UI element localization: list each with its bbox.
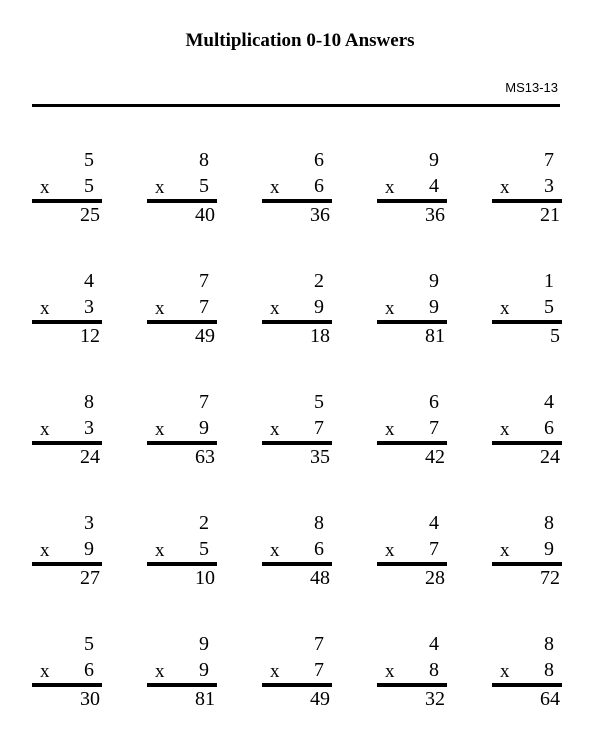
times-sign: x xyxy=(500,177,510,198)
product-answer: 24 xyxy=(540,446,560,468)
multiplier: 7 xyxy=(199,296,209,318)
multiplication-problem xyxy=(492,149,562,239)
multiplication-problem xyxy=(377,149,447,239)
product-answer: 72 xyxy=(540,567,560,589)
product-answer: 25 xyxy=(80,204,100,226)
multiplicand: 6 xyxy=(314,149,324,171)
multiplication-problem xyxy=(147,633,217,723)
multiplicand: 6 xyxy=(429,391,439,413)
times-sign: x xyxy=(385,661,395,682)
multiplicand: 9 xyxy=(429,270,439,292)
times-sign: x xyxy=(385,298,395,319)
multiplier: 9 xyxy=(544,538,554,560)
times-sign: x xyxy=(270,177,280,198)
times-sign: x xyxy=(40,661,50,682)
multiplicand: 9 xyxy=(429,149,439,171)
worksheet-code: MS13-13 xyxy=(505,80,558,95)
answer-rule xyxy=(377,441,447,445)
multiplicand: 8 xyxy=(314,512,324,534)
multiplier: 5 xyxy=(84,175,94,197)
answer-rule xyxy=(492,441,562,445)
times-sign: x xyxy=(40,298,50,319)
product-answer: 18 xyxy=(310,325,330,347)
times-sign: x xyxy=(155,540,165,561)
product-answer: 42 xyxy=(425,446,445,468)
multiplication-problem xyxy=(492,391,562,481)
times-sign: x xyxy=(270,661,280,682)
multiplier: 5 xyxy=(199,538,209,560)
answer-rule xyxy=(147,562,217,566)
product-answer: 10 xyxy=(195,567,215,589)
answer-rule xyxy=(377,320,447,324)
multiplicand: 8 xyxy=(199,149,209,171)
product-answer: 81 xyxy=(425,325,445,347)
answer-rule xyxy=(262,562,332,566)
times-sign: x xyxy=(385,177,395,198)
times-sign: x xyxy=(270,298,280,319)
product-answer: 35 xyxy=(310,446,330,468)
multiplicand: 9 xyxy=(199,633,209,655)
multiplicand: 5 xyxy=(314,391,324,413)
product-answer: 28 xyxy=(425,567,445,589)
times-sign: x xyxy=(500,298,510,319)
multiplicand: 4 xyxy=(84,270,94,292)
multiplication-problem xyxy=(262,391,332,481)
times-sign: x xyxy=(385,540,395,561)
answer-rule xyxy=(262,683,332,687)
product-answer: 48 xyxy=(310,567,330,589)
multiplication-problem xyxy=(147,149,217,239)
answer-rule xyxy=(262,441,332,445)
multiplication-problem xyxy=(32,149,102,239)
multiplication-problem xyxy=(492,512,562,602)
answer-rule xyxy=(147,683,217,687)
answer-rule xyxy=(377,199,447,203)
times-sign: x xyxy=(155,661,165,682)
multiplication-problem xyxy=(32,391,102,481)
answer-rule xyxy=(377,562,447,566)
multiplication-problem xyxy=(262,512,332,602)
multiplier: 8 xyxy=(544,659,554,681)
multiplier: 3 xyxy=(544,175,554,197)
product-answer: 49 xyxy=(195,325,215,347)
multiplier: 6 xyxy=(544,417,554,439)
multiplication-problem xyxy=(377,512,447,602)
product-answer: 36 xyxy=(310,204,330,226)
times-sign: x xyxy=(40,177,50,198)
times-sign: x xyxy=(155,298,165,319)
multiplier: 9 xyxy=(429,296,439,318)
multiplicand: 1 xyxy=(544,270,554,292)
answer-rule xyxy=(492,320,562,324)
multiplication-problem xyxy=(32,633,102,723)
multiplication-problem xyxy=(147,391,217,481)
multiplier: 7 xyxy=(429,417,439,439)
multiplier: 3 xyxy=(84,296,94,318)
multiplier: 6 xyxy=(314,538,324,560)
multiplicand: 2 xyxy=(314,270,324,292)
answer-rule xyxy=(32,683,102,687)
multiplication-problem xyxy=(262,270,332,360)
multiplier: 9 xyxy=(314,296,324,318)
multiplicand: 7 xyxy=(199,391,209,413)
multiplication-problem xyxy=(147,512,217,602)
answer-rule xyxy=(492,562,562,566)
multiplicand: 8 xyxy=(544,633,554,655)
product-answer: 30 xyxy=(80,688,100,710)
multiplicand: 4 xyxy=(429,633,439,655)
multiplication-problem xyxy=(377,391,447,481)
product-answer: 21 xyxy=(540,204,560,226)
multiplier: 6 xyxy=(314,175,324,197)
multiplication-problem xyxy=(147,270,217,360)
answer-rule xyxy=(32,562,102,566)
multiplicand: 5 xyxy=(84,149,94,171)
multiplier: 7 xyxy=(314,659,324,681)
times-sign: x xyxy=(500,419,510,440)
times-sign: x xyxy=(40,540,50,561)
multiplicand: 7 xyxy=(199,270,209,292)
multiplicand: 8 xyxy=(84,391,94,413)
answer-rule xyxy=(262,320,332,324)
answer-rule xyxy=(492,683,562,687)
multiplicand: 3 xyxy=(84,512,94,534)
answer-rule xyxy=(492,199,562,203)
product-answer: 27 xyxy=(80,567,100,589)
answer-rule xyxy=(147,320,217,324)
product-answer: 36 xyxy=(425,204,445,226)
multiplication-problem xyxy=(492,633,562,723)
page-title: Multiplication 0-10 Answers xyxy=(185,30,415,51)
multiplicand: 4 xyxy=(429,512,439,534)
multiplicand: 2 xyxy=(199,512,209,534)
multiplicand: 7 xyxy=(544,149,554,171)
times-sign: x xyxy=(155,177,165,198)
multiplicand: 7 xyxy=(314,633,324,655)
product-answer: 32 xyxy=(425,688,445,710)
answer-rule xyxy=(32,320,102,324)
product-answer: 64 xyxy=(540,688,560,710)
multiplier: 9 xyxy=(84,538,94,560)
product-answer: 24 xyxy=(80,446,100,468)
multiplier: 4 xyxy=(429,175,439,197)
product-answer: 40 xyxy=(195,204,215,226)
product-answer: 63 xyxy=(195,446,215,468)
times-sign: x xyxy=(155,419,165,440)
multiplicand: 8 xyxy=(544,512,554,534)
multiplication-problem xyxy=(492,270,562,360)
times-sign: x xyxy=(500,661,510,682)
multiplication-problem xyxy=(32,512,102,602)
answer-rule xyxy=(147,199,217,203)
multiplier: 7 xyxy=(314,417,324,439)
product-answer: 81 xyxy=(195,688,215,710)
times-sign: x xyxy=(500,540,510,561)
multiplication-problem xyxy=(262,149,332,239)
multiplier: 9 xyxy=(199,659,209,681)
multiplier: 9 xyxy=(199,417,209,439)
multiplicand: 4 xyxy=(544,391,554,413)
answer-rule xyxy=(377,683,447,687)
multiplier: 6 xyxy=(84,659,94,681)
multiplier: 5 xyxy=(199,175,209,197)
multiplier: 8 xyxy=(429,659,439,681)
multiplier: 3 xyxy=(84,417,94,439)
product-answer: 49 xyxy=(310,688,330,710)
multiplication-problem xyxy=(377,270,447,360)
multiplication-problem xyxy=(32,270,102,360)
times-sign: x xyxy=(270,419,280,440)
multiplication-problem xyxy=(377,633,447,723)
answer-rule xyxy=(32,199,102,203)
multiplicand: 5 xyxy=(84,633,94,655)
answer-rule xyxy=(262,199,332,203)
times-sign: x xyxy=(40,419,50,440)
multiplier: 5 xyxy=(544,296,554,318)
times-sign: x xyxy=(385,419,395,440)
times-sign: x xyxy=(270,540,280,561)
answer-rule xyxy=(32,441,102,445)
answer-rule xyxy=(147,441,217,445)
product-answer: 12 xyxy=(80,325,100,347)
multiplication-problem xyxy=(262,633,332,723)
product-answer: 5 xyxy=(550,325,560,347)
multiplier: 7 xyxy=(429,538,439,560)
